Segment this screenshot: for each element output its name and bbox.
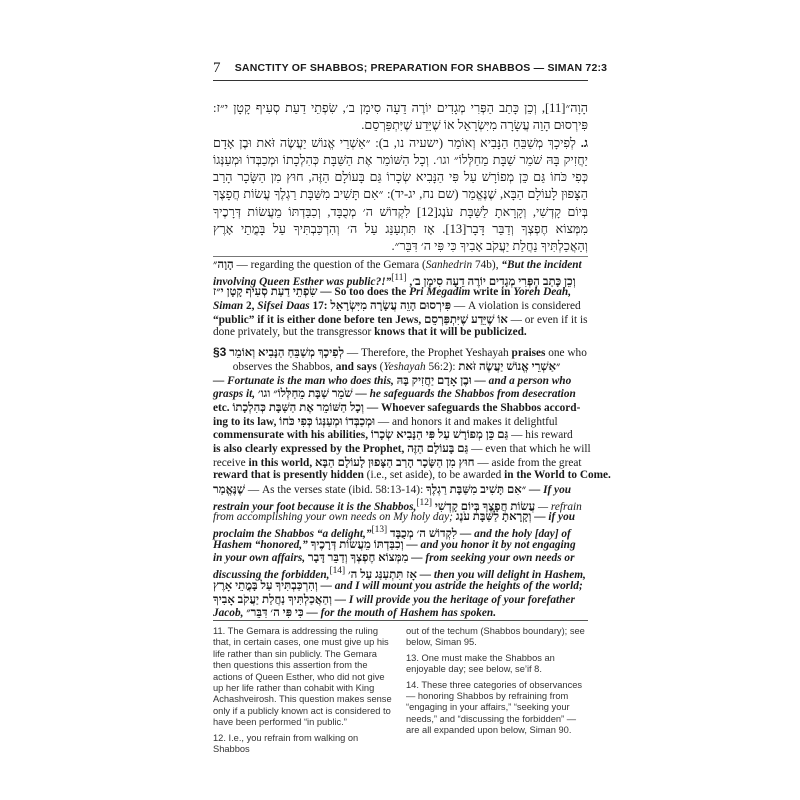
translation-line: Hashem “honored,” וְכִבַּדְתּוֹ מֵעֲשׂוֹת דְּרָכֶיךָ — and you honor it by not engaging xyxy=(213,537,576,551)
translation xyxy=(213,258,611,620)
header-rule xyxy=(213,80,588,81)
page-number: 7 xyxy=(213,59,221,76)
footnote-13: 13. One must make the Shabbos an enjoyable day; see below, se’if 8. xyxy=(406,652,555,675)
translation-line: observes the Shabbos, and says (Yeshayah 56:2): ״אַשְׁרֵי אֱנוֹשׁ יַעֲשֶׂה זֹּאת xyxy=(232,359,561,373)
translation-line: “public” if it is either done before ten Jews, אוֹ שֶׁיֵּדַע שֶׁיִּתְפַּרְסֵם — or even if it is xyxy=(213,312,588,326)
translation-line: etc. וְכָל הַשּׁוֹמֵר אֶת הַשַּׁבָּת כְּהִלְכָתוֹ — Whoever safeguards the Shabbos accord- xyxy=(213,400,581,414)
translation-line: reward that is presently hidden (i.e., set aside), to be awarded in the World to Come. xyxy=(213,469,611,482)
translation-line: from accomplishing your own needs on My holy day; וְקָרָאתָ לַשַּׁבָּת עֹנֶג — if you xyxy=(213,510,576,524)
translation-line: discussing the forbidden,[14] אָז תִּתְעַנַּג עַל ה׳ — then you will delight in Hashem, xyxy=(213,566,586,581)
translation-line: וְהִרְכַּבְתִּיךָ עַל בָּמֳתֵי אָרֶץ — and I will mount you astride the heights of the world; xyxy=(213,578,583,592)
translation-line: commensurate with his abilities, גַּם כֵּן מְפוֹרָשׁ עַל פִּי הַנָּבִיא שְׂכָרוֹ — his reward xyxy=(213,428,573,442)
footnote-12-cont: out of the techum (Shabbos boundary); see below, Siman 95. xyxy=(406,626,585,648)
header-title: SANCTITY OF SHABBOS; PREPARATION FOR SHABBOS — SIMAN 72:3 xyxy=(234,62,608,74)
footnote-12: 12. I.e., you refrain from walking on Shabbos xyxy=(213,732,359,755)
translation-line: involving Queen Esther was public?!”[11] וְכֵן כָּתַב הַפְּרִי מְגָדִים יוֹרֶה דֵעָה סִימָן ב׳, xyxy=(213,272,576,288)
translation-line: וְהַאֲכַלְתִּיךָ נַחֲלַת יַעֲקֹב אָבִיךָ — I will provide you the heritage of your forefather xyxy=(213,592,575,606)
hebrew-text xyxy=(213,100,588,256)
translation-line: §3 לְפִיכָךְ מְשַׁבֵּחַ הַנָּבִיא וְאוֹמֵר — Therefore, the Prophet Yeshayah praises one who xyxy=(213,345,587,360)
translation-line: — Fortunate is the man who does this, וּבֶן אָדָם יַחֲזִיק בָּהּ — and a person who xyxy=(213,373,572,387)
translation-line: grasps it, שֹׁמֵר שַׁבָּת מֵחַלְּלוֹ״ וגו׳ — he safeguards the Shabbos from desecration xyxy=(213,387,576,401)
footnotes-right xyxy=(406,626,588,741)
footnote-rule xyxy=(213,620,588,621)
translation-line: receive in this world, חוּץ מִן הַשָּׂכָר הָרַב הַצָּפוּן לָעוֹלָם הַבָּא — aside from the great xyxy=(213,455,582,469)
translation-line: is also clearly expressed by the Prophet, גַּם בָּעוֹלָם הַזֶּה — even that which he will xyxy=(213,441,591,455)
translation-line: הָוָה״ — regarding the question of the Gemara (Sanhedrin 74b), “But the incident xyxy=(213,258,582,271)
translation-line: in your own affairs, מִמְּצוֹא חֶפְצְךָ וְדַבֵּר דָּבָר — from seeking your own needs or xyxy=(213,551,575,565)
running-header xyxy=(213,59,608,76)
section-marker: ג. xyxy=(580,135,589,150)
translation-line: restrain your foot because it is the Shabbos,[12] עֲשׂוֹת חֲפָצֶךָ בְּיוֹם קָדְשִׁי — refrain xyxy=(213,497,582,513)
footnote-11: 11. The Gemara is addressing the ruling that, in certain cases, one must give up his life rather than sin publicly. The Gemara then questions this assertion from the actions of Queen Esther, who did not give up her life rather than cohabit with King Achashveirosh. This question makes sense only if a publicly known act is considered to have been performed “in public.” xyxy=(213,626,392,728)
hebrew-paragraph-2: ג. לְפִיכָךְ מְשַׁבֵּחַ הַנָּבִיא וְאוֹמֵר (ישעיה נו, ב): ״אַשְׁרֵי אֱנוֹשׁ יַעֲשֶׂה זֹּאת וּבֶן אָדָם יַחֲזִיק בָּהּ שֹׁמֵר שַׁבָּת מֵחַלְּלוֹ״ וגו׳. וְכָל הַשּׁוֹמֵר אֶת הַשַּׁבָּת כְּהִלְכָתוֹ וּמְכַבְּדוֹ וּמְעַנְּגוֹ כְּפִי כֹּחוֹ גַּם כֵּן מְפוֹרָשׁ עַל פִּי הַנָּבִיא שְׂכָרוֹ גַּם בָּעוֹלָם הַזֶּה, חוּץ מִן הַשָּׂכָר הָרַב הַצָּפוּן לָעוֹלָם הַבָּא, שֶׁנֶּאֱמַר (שם נח, יג-יד): ״אִם תָּשִׁיב מִשַּׁבָּת רַגְלֶךָ עֲשׂוֹת חֲפָצֶךָ בְּיוֹם קָדְשִׁי, וְקָרָאתָ לַשַּׁבָּת עֹנֶג[12] לִקְדוֹשׁ ה׳ מְכֻבָּד, וְכִבַּדְתּוֹ מֵעֲשׂוֹת דְּרָכֶיךָ מִמְּצוֹא חֶפְצְךָ וְדַבֵּר דָּבָר[13]. אָז תִּתְעַנַּג עַל ה׳ וְהִרְכַּבְתִּיךָ עַל בָּמֳתֵי אָרֶץ וְהַאֲכַלְתִּיךָ נַחֲלַת יַעֲקֹב אָבִיךָ כִּי פִּי ה׳ דִּבֵּר״. xyxy=(213,135,589,254)
translation-line: שֶׁנֶּאֱמַר — As the verses state (ibid. 58:13-14): ״אִם תָּשִׁיב מִשַּׁבָּת רַגְלֶךָ — If you xyxy=(213,483,571,496)
section-number: §3 xyxy=(213,345,227,360)
translation-line: Siman 2, Sifsei Daas 17: פִּירְסוּם הָוֵה עֲשָׂרָה מִיִּשְׂרָאֵל — A violation is considered xyxy=(213,299,581,313)
hebrew-paragraph-1: הָוָה״[11], וְכֵן כָּתַב הַפְּרִי מְגָדִים יוֹרֶה דֵעָה סִימָן ב׳, שִׂפְתֵי דַעַת סְעִיף קָטָן י״ז: פִּירְסוּם הָוֵה עֲשָׂרָה מִיִּשְׂרָאֵל אוֹ שֶׁיֵּדַע שֶׁיִּתְפַּרְסֵם. xyxy=(213,101,588,133)
footnote-14: 14. These three categories of observances — honoring Shabbos by refraining from “engaging in your affairs,” “seeking your needs,” and “discussing the forbidden” — are all expanded upon below, Siman 90. xyxy=(406,679,583,736)
translation-line: שִׂפְתֵי דַעַת סְעִיף קָטָן י״ז — So too does the Pri Megadim write in Yoreh Deah, xyxy=(213,285,572,299)
footnotes-left xyxy=(213,626,393,759)
translation-line: proclaim the Shabbos “a delight,”[13] לִקְדוֹשׁ ה׳ מְכֻבָּד — and the holy [day] of xyxy=(213,525,571,540)
translation-line: done privately, but the transgressor knows that it will be publicized. xyxy=(213,326,527,339)
translation-line: Jacob, כִּי פִּי ה׳ דִּבֵּר״ — for the mouth of Hashem has spoken. xyxy=(213,606,497,620)
translation-line: ing to its law, וּמְכַבְּדוֹ וּמְעַנְּגוֹ כְּפִי כֹּחוֹ — and honors it and makes it delightful xyxy=(213,414,558,428)
divider-rule xyxy=(213,256,588,257)
